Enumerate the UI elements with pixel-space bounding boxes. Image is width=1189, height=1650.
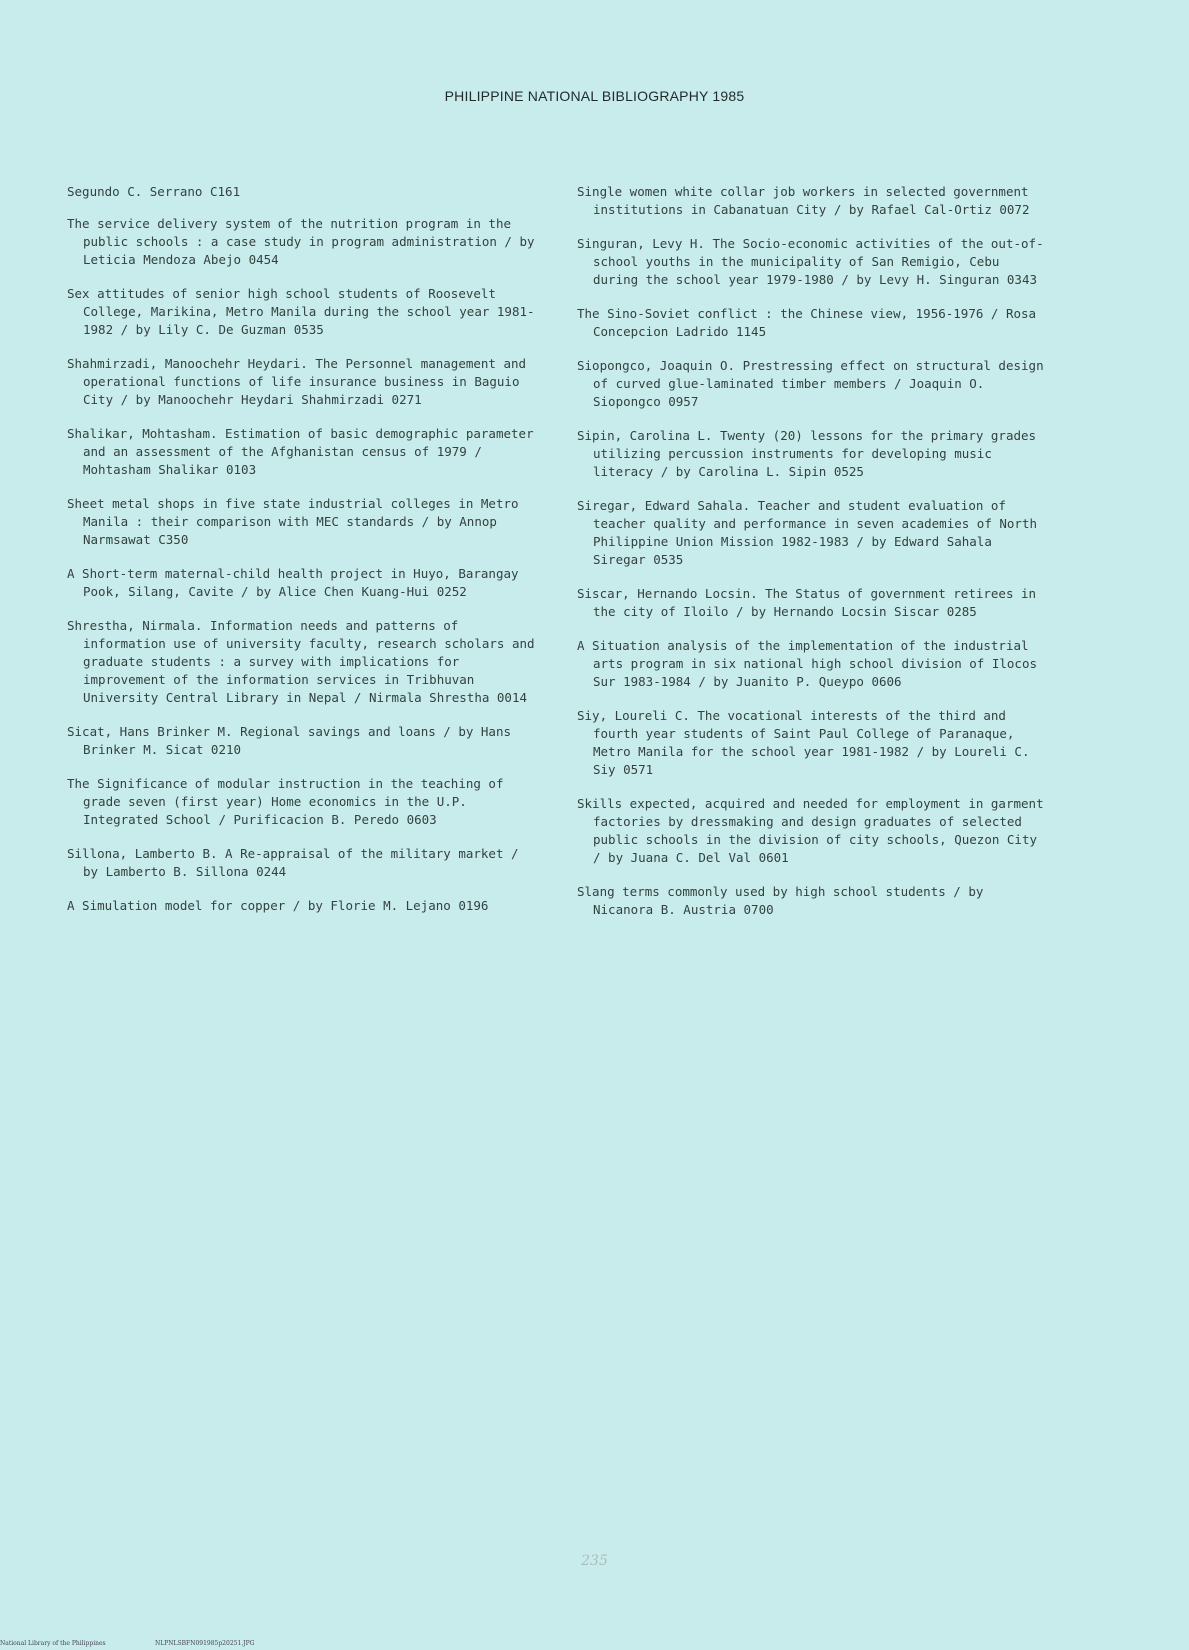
page-number: 235: [581, 1553, 608, 1569]
bibliography-entry: Shalikar, Mohtasham. Estimation of basic demographic parameter and an assessment of the Afghanistan census of 1979 / Mohtasham Shalikar 0103: [67, 426, 534, 477]
bibliography-entry: Siscar, Hernando Locsin. The Status of government retirees in the city of Iloilo / by Hernando Locsin Siscar 0285: [577, 586, 1037, 619]
bibliography-entry: Shrestha, Nirmala. Information needs and patterns of information use of university faculty, research scholars and graduate students : a survey with implications for improvement of the information services in Tribhuvan University Central Library in Nepal / Nirmala Shrestha 0014: [67, 618, 535, 705]
bibliography-entry: A Simulation model for copper / by Florie M. Lejano 0196: [67, 898, 489, 913]
bibliography-entry: A Short-term maternal-child health project in Huyo, Barangay Pook, Silang, Cavite / by Alice Chen Kuang-Hui 0252: [67, 566, 519, 599]
bibliography-entry: Shahmirzadi, Manoochehr Heydari. The Personnel management and operational functions of life insurance business in Baguio City / by Manoochehr Heydari Shahmirzadi 0271: [67, 356, 527, 407]
bibliography-entry: The Sino-Soviet conflict : the Chinese view, 1956-1976 / Rosa Concepcion Ladrido 1145: [577, 306, 1037, 339]
bibliography-entry: Siopongco, Joaquin O. Prestressing effect on structural design of curved glue-laminated timber members / Joaquin O. Siopongco 0957: [577, 358, 1044, 409]
bibliography-entry: The service delivery system of the nutrition program in the public schools : a case study in program administration / by Leticia Mendoza Abejo 0454: [67, 216, 535, 267]
page-header: PHILIPPINE NATIONAL BIBLIOGRAPHY 1985: [444, 88, 745, 104]
bibliography-entry: The Significance of modular instruction in the teaching of grade seven (first year) Home economics in the U.P. Integrated School / Purificacion B. Peredo 0603: [67, 776, 504, 827]
bibliography-entry: A Situation analysis of the implementation of the industrial arts program in six national high school division of Ilocos Sur 1983-1984 / by Juanito P. Queypo 0606: [577, 638, 1038, 689]
bibliography-entry: Siregar, Edward Sahala. Teacher and student evaluation of teacher quality and performance in seven academies of North Philippine Union Mission 1982-1983 / by Edward Sahala Siregar 0535: [577, 498, 1038, 567]
bibliography-entry: Singuran, Levy H. The Socio-economic activities of the out-of-school youths in the municipality of San Remigio, Cebu during the school year 1979-1980 / by Levy H. Singuran 0343: [577, 236, 1044, 287]
bibliography-entry: Skills expected, acquired and needed for employment in garment factories by dressmaking and design graduates of selected public schools in the division of city schools, Quezon City / by Juana C. Del Val 0601: [577, 796, 1044, 865]
bibliography-entry: Single women white collar job workers in selected government institutions in Cabanatuan City / by Rafael Cal-Ortiz 0072: [577, 184, 1030, 217]
bibliography-entry: Sex attitudes of senior high school students of Roosevelt College, Marikina, Metro Manila during the school year 1981-1982 / by Lily C. De Guzman 0535: [67, 286, 535, 337]
bibliography-entry: Siy, Loureli C. The vocational interests of the third and fourth year students of Saint Paul College of Paranaque, Metro Manila for the school year 1981-1982 / by Loureli C. Siy 0571: [577, 708, 1030, 777]
bibliography-entry: Slang terms commonly used by high school students / by Nicanora B. Austria 0700: [577, 884, 984, 917]
bibliography-entry: Sicat, Hans Brinker M. Regional savings and loans / by Hans Brinker M. Sicat 0210: [67, 724, 512, 757]
bibliography-entry: Sheet metal shops in five state industrial colleges in Metro Manila : their comparison with MEC standards / by Annop Narmsawat C350: [67, 496, 519, 547]
footer-file-id: NLPNLSBFN091985p20251.JPG: [155, 1640, 255, 1647]
bibliography-entry: Sillona, Lamberto B. A Re-appraisal of the military market / by Lamberto B. Sillona 0244: [67, 846, 519, 879]
left-column: [67, 183, 537, 931]
bibliography-entry: Sipin, Carolina L. Twenty (20) lessons for the primary grades utilizing percussion instruments for developing music literacy / by Carolina L. Sipin 0525: [577, 428, 1037, 479]
bibliography-entry: Segundo C. Serrano C161: [67, 184, 241, 199]
right-column: [577, 183, 1047, 935]
footer-library-label: National Library of the Philippines: [0, 1640, 106, 1647]
